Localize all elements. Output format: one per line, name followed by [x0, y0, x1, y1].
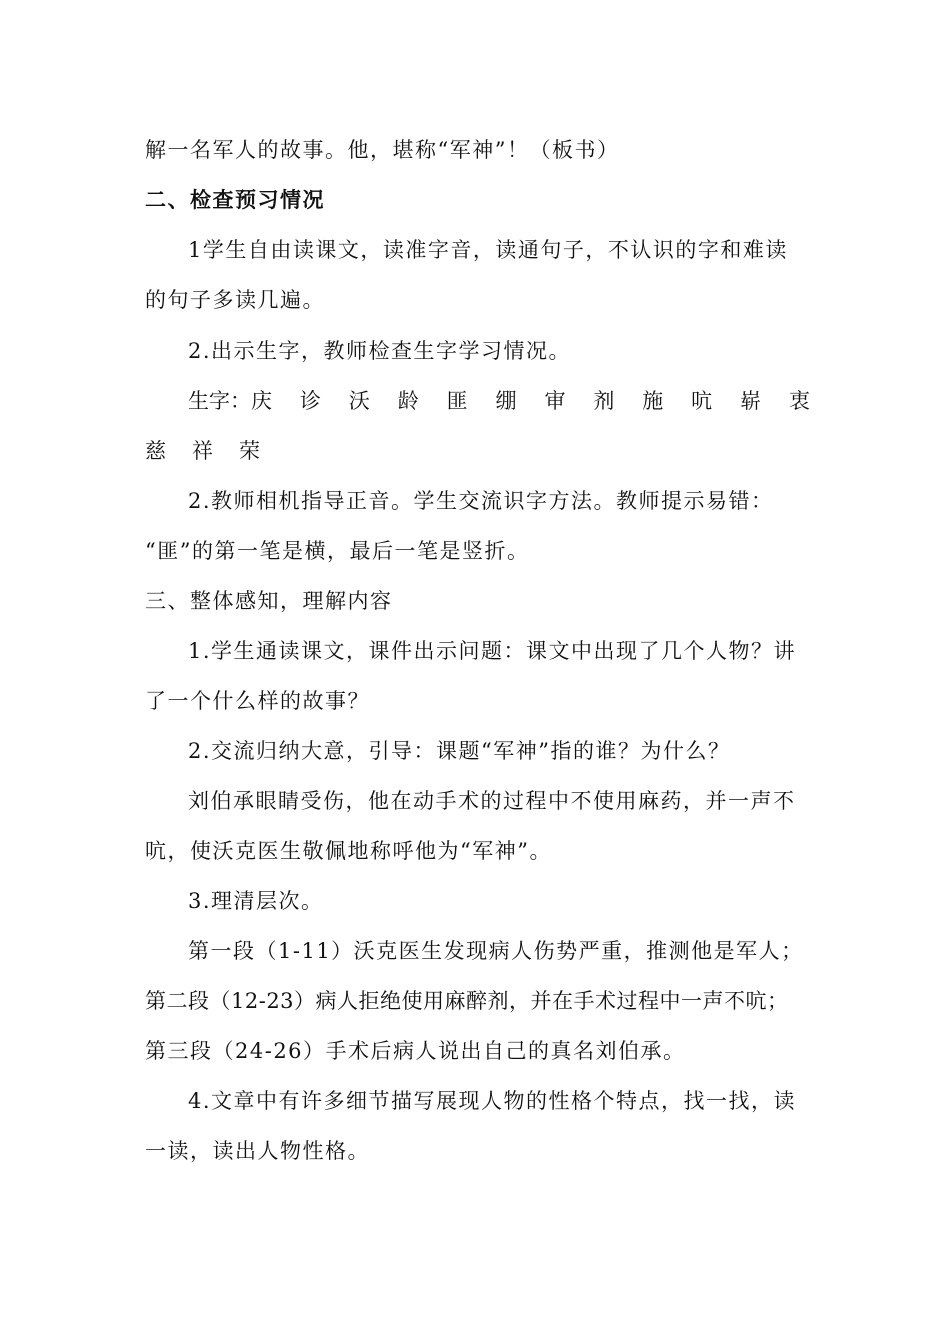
paragraph-line: 刘伯承眼睛受伤，他在动手术的过程中不使用麻药，并一声不	[188, 789, 796, 813]
paragraph-line: “匪”的第一笔是横，最后一笔是竖折。	[145, 539, 530, 563]
paragraph-line: 3.理清层次。	[188, 889, 324, 913]
paragraph-line: 第三段（24-26）手术后病人说出自己的真名刘伯承。	[145, 1039, 686, 1063]
char-item: 崭	[740, 389, 762, 413]
paragraph-line: 吭，使沃克医生敬佩地称呼他为“军神”。	[145, 839, 552, 863]
section-heading-3: 三、整体感知，理解内容	[145, 589, 393, 613]
char-item: 龄	[397, 389, 419, 413]
paragraph-line: 2.教师相机指导正音。学生交流识字方法。教师提示易错：	[188, 489, 774, 513]
paragraph-line: 1学生自由读课文，读准字音，读通句子，不认识的字和难读	[188, 238, 788, 262]
paragraph-line: 一读，读出人物性格。	[145, 1139, 370, 1163]
char-item: 荣	[239, 439, 260, 463]
paragraph-line: 2.出示生字，教师检查生字学习情况。	[188, 339, 572, 363]
paragraph-line: 1.学生通读课文，课件出示问题：课文中出现了几个人物？讲	[188, 639, 797, 663]
paragraph-line: 了一个什么样的故事？	[145, 689, 370, 713]
paragraph-line: 2.交流归纳大意，引导：课题“军神”指的谁？为什么？	[188, 739, 731, 763]
char-label: 生字：庆	[188, 389, 272, 413]
char-item: 吭	[691, 389, 713, 413]
paragraph-intro-end: 解一名军人的故事。他，堪称“军神”！（板书）	[145, 138, 620, 162]
paragraph-line: 的句子多读几遍。	[145, 288, 325, 312]
char-item: 沃	[348, 389, 370, 413]
char-item: 绷	[495, 389, 517, 413]
char-item: 诊	[299, 389, 321, 413]
paragraph-line: 第一段（1-11）沃克医生发现病人伤势严重，推测他是军人；	[188, 939, 804, 963]
char-item: 剂	[593, 389, 615, 413]
section-heading-2: 二、检查预习情况	[145, 187, 325, 212]
char-item: 衷	[788, 389, 810, 413]
char-item: 慈	[145, 439, 166, 463]
new-characters-row-2	[145, 437, 810, 465]
char-item: 祥	[192, 439, 213, 463]
paragraph-line: 4.文章中有许多细节描写展现人物的性格个特点，找一找，读	[188, 1089, 797, 1113]
char-item: 审	[544, 389, 566, 413]
char-item: 施	[642, 389, 664, 413]
new-characters-row-1	[188, 387, 810, 415]
paragraph-line: 第二段（12-23）病人拒绝使用麻醉剂，并在手术过程中一声不吭；	[145, 989, 789, 1013]
char-item: 匪	[446, 389, 468, 413]
